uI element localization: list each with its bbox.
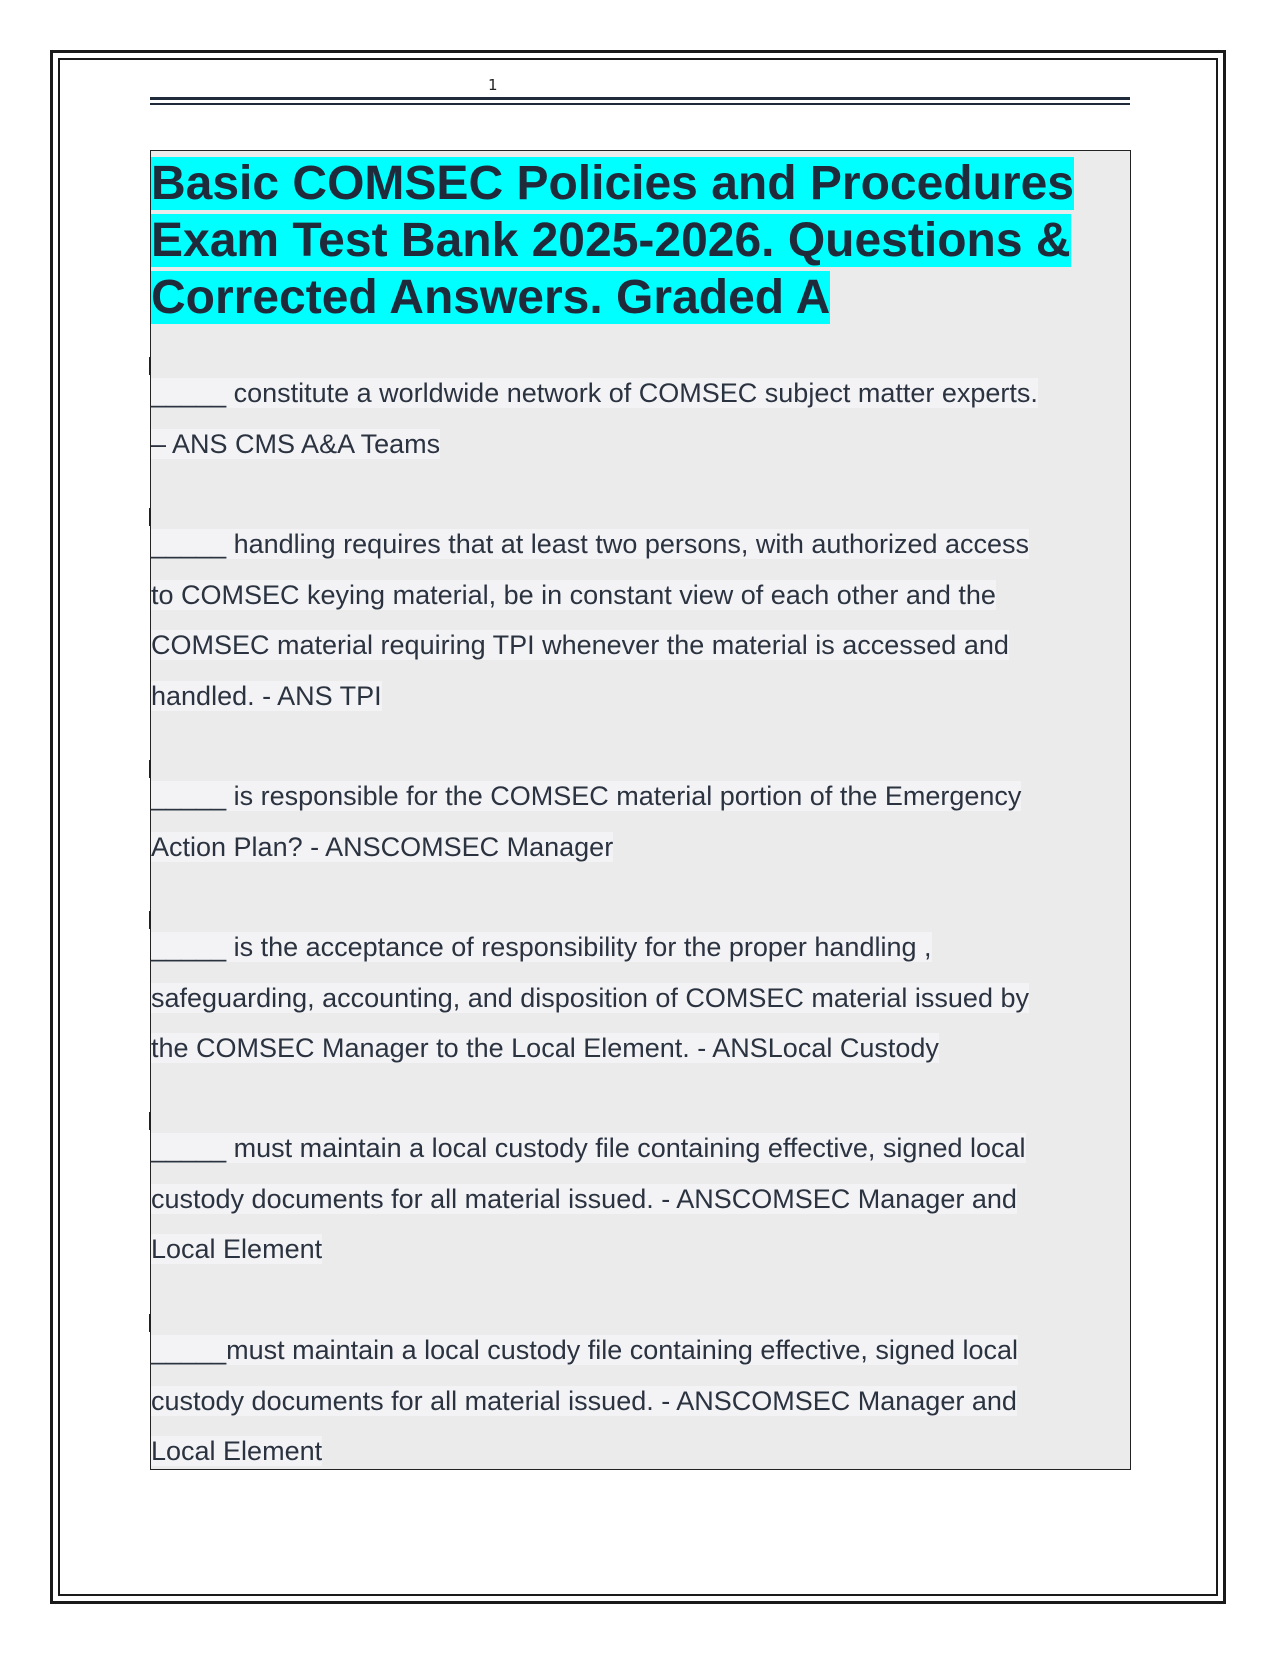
title-line: Basic COMSEC Policies and Procedures xyxy=(151,157,1074,210)
qa-line: – ANS CMS A&A Teams xyxy=(151,428,441,459)
qa-line: _____must maintain a local custody file containing effective, signed local xyxy=(151,1335,1019,1365)
header-rule-secondary xyxy=(150,103,1130,105)
qa-line: Action Plan? - ANSCOMSEC Manager xyxy=(151,831,614,862)
qa-item xyxy=(151,1123,1116,1275)
qa-line: _____ is the acceptance of responsibility for the proper handling , xyxy=(151,932,932,962)
header-rule xyxy=(150,97,1130,100)
qa-line: handled. - ANS TPI xyxy=(151,680,382,711)
qa-item xyxy=(151,519,1116,721)
title-line: Corrected Answers. Graded A xyxy=(151,271,831,324)
qa-line: safeguarding, accounting, and disposition of COMSEC material issued by xyxy=(151,982,1029,1013)
qa-line: custody documents for all material issued. - ANSCOMSEC Manager and xyxy=(151,1385,1017,1416)
qa-line: _____ must maintain a local custody file containing effective, signed local xyxy=(151,1133,1026,1163)
qa-line: to COMSEC keying material, be in constant view of each other and the xyxy=(151,579,996,610)
qa-line: _____ constitute a worldwide network of COMSEC subject matter experts. xyxy=(151,378,1038,408)
page-number: 1 xyxy=(488,76,498,94)
qa-line: COMSEC material requiring TPI whenever the material is accessed and xyxy=(151,630,1009,660)
qa-line: _____ is responsible for the COMSEC material portion of the Emergency xyxy=(151,781,1022,811)
qa-line: the COMSEC Manager to the Local Element. - ANSLocal Custody xyxy=(151,1033,939,1063)
title-line: Exam Test Bank 2025-2026. Questions & xyxy=(151,214,1071,267)
qa-line: Local Element xyxy=(151,1436,323,1466)
qa-line: _____ handling requires that at least two persons, with authorized access xyxy=(151,529,1030,559)
qa-line: Local Element xyxy=(151,1234,323,1264)
qa-item xyxy=(151,1325,1116,1477)
qa-item xyxy=(151,922,1116,1074)
qa-line: custody documents for all material issued. - ANSCOMSEC Manager and xyxy=(151,1183,1017,1214)
qa-item xyxy=(151,771,1116,872)
qa-item xyxy=(151,368,1116,469)
document-title xyxy=(151,155,1131,326)
